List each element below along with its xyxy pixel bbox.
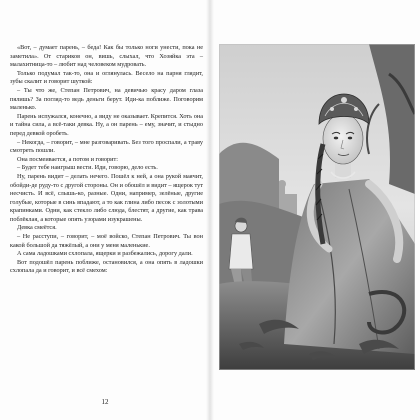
malachite-mistress-illustration	[219, 44, 415, 370]
paragraph: А сама ладошками схлопала, ящерки и разбежались, дорогу дали.	[17, 250, 193, 258]
paragraph: «Вот, – думает парень, – беда! Как бы только ноги унести, пока не заметила». От стариков он, вишь, слыхал, что Хозяйка эта – малахитница-то – любит над человеком мудровать.	[10, 44, 203, 69]
paragraph: – Некогда, – говорит, – мне разговаривать. Без того проспали, а траву смотреть пошли.	[10, 138, 203, 155]
paragraph: – Не расступи, – говорит, – моё войско, Степан Петрович. Ты вон какой большой да тяжёлый, а они у меня маленькие.	[10, 233, 203, 249]
paragraph: – Будет тебе наигрыш вести. Иди, говорю, дело есть.	[17, 164, 158, 172]
paragraph: Девка смеётся.	[17, 224, 57, 232]
paragraph: Ну, парень видит – делать нечего. Пошёл к ней, а она рукой маячит, обойди-де руду-то с другой стороны. Он и обошёл и видит – ящерок тут несчисть. И всё, слышь-ко, разные. Одни, например, зелёные, другие голубые, которые в синь впадают, а то как глина либо песок с золотыми крапинками. Одни, как стекло либо слюда, блестят, а другие, как трава поблёклая, а которые опять узорами изукрашены.	[10, 172, 203, 223]
paragraph: Она посмеивается, а потом и говорит:	[17, 155, 118, 163]
illustration	[219, 44, 415, 370]
paragraph: Вот подошёл парень поближе, остановился, а она опять в ладошки схлопала да и говорит, и всё смехом:	[10, 258, 203, 275]
paragraph: Только подумал так-то, она и оглянулась. Весело на парня глядит, зубы скалит и говорит шуткой:	[10, 69, 203, 86]
book-gutter	[206, 0, 214, 420]
story-text	[10, 44, 203, 276]
page-number: 12	[101, 398, 109, 406]
paragraph: Парень испужался, конечно, а виду не оказывает. Крепится. Хоть она и тайна сила, а всё-таки девка. Ну, а он парень – ему, значит, и стыдно перед девкой оробеть.	[10, 112, 203, 137]
paragraph: – Ты что же, Степан Петрович, на девичью красу даром глаза пялишь? За погляд-то ведь деньги берут. Иди-ка поближе. Поговорим маленько.	[10, 86, 203, 112]
